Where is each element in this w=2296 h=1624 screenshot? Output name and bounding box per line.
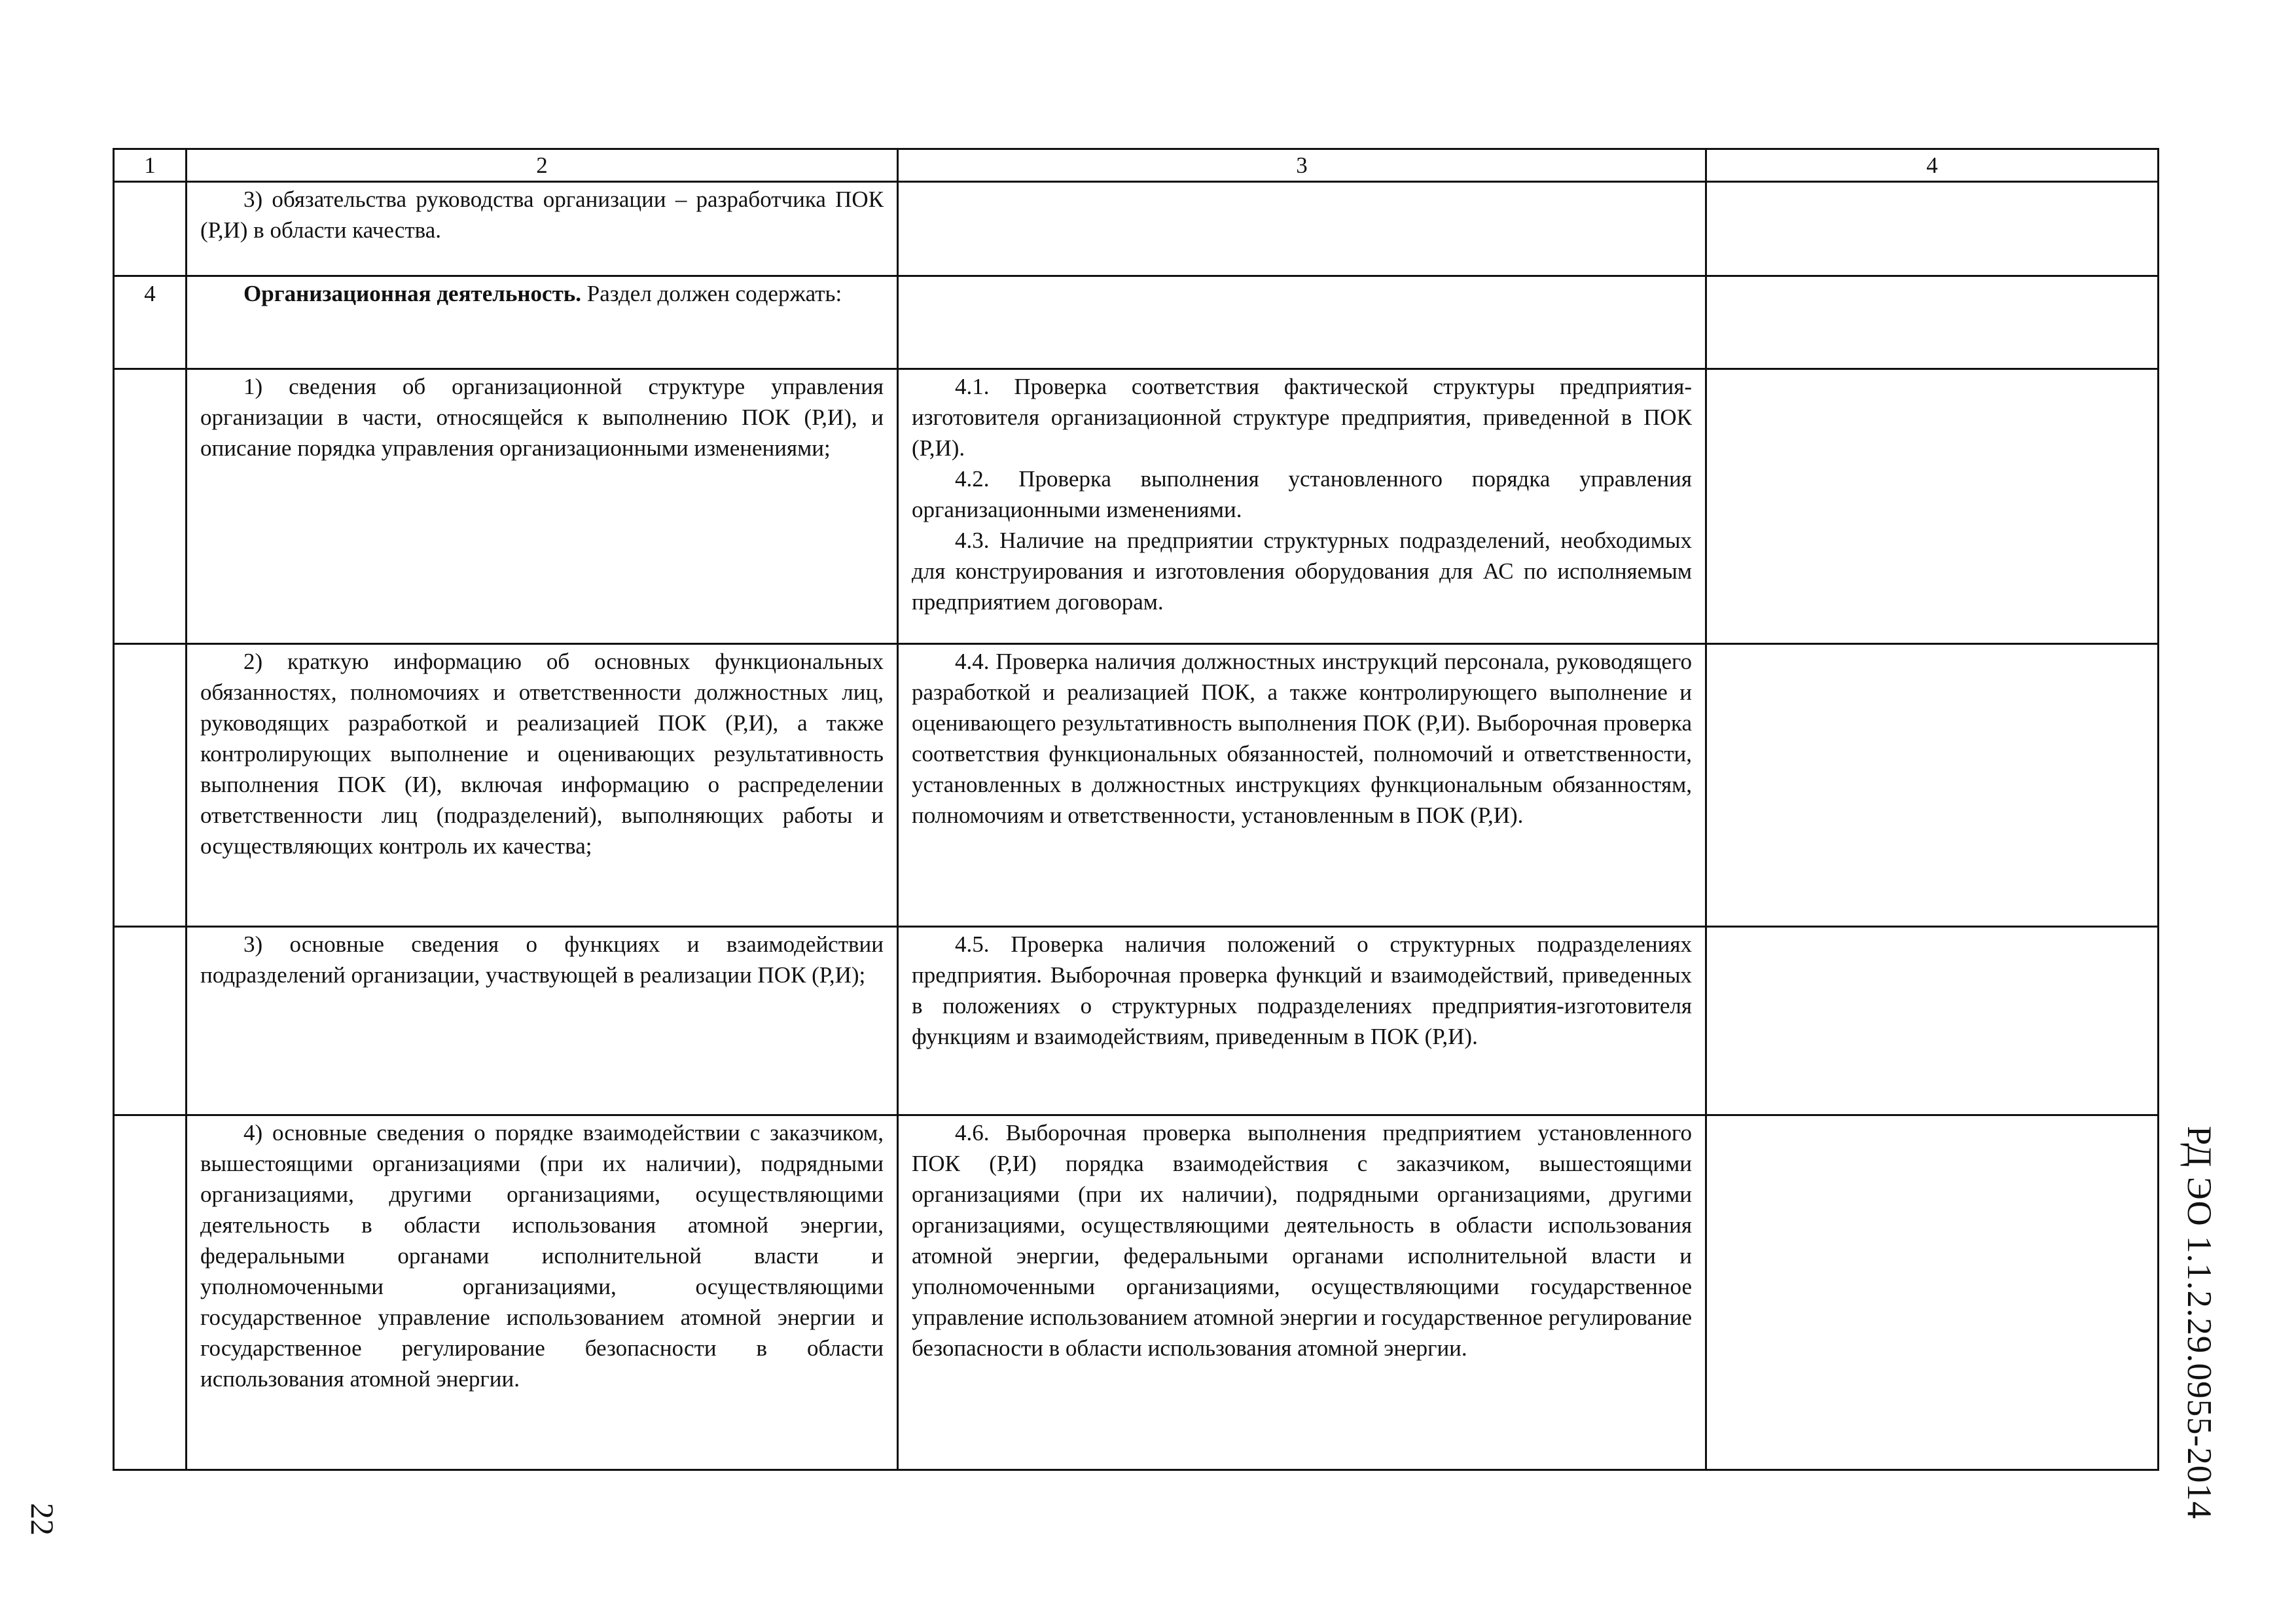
- requirement-cell: [187, 182, 898, 276]
- row-number-cell: [114, 644, 187, 927]
- check-cell: [898, 927, 1706, 1115]
- note-cell: [1706, 369, 2159, 644]
- section-number: 4: [144, 281, 156, 306]
- requirement-text: 4) основные сведения о порядке взаимодействии с заказчиком, вышестоящими организациями (при их наличии), подрядными организациями, другими организациями, осуществляющими деятельность в области использования атомной энергии, федеральными органами исполнительной власти и уполномоченными организациями, осуществляющими государственное управление использованием атомной энергии и государственное регулирование безопасности в области использования атомной энергии.: [200, 1120, 884, 1392]
- row-number-cell: [114, 927, 187, 1115]
- section-title-cell: [187, 276, 898, 369]
- requirement-cell: [187, 1115, 898, 1470]
- requirement-cell: [187, 369, 898, 644]
- section-title-bold: Организационная деятельность.: [243, 281, 582, 306]
- check-item-4-2: 4.2. Проверка выполнения установленного порядка управления организационными изменениями.: [912, 466, 1692, 522]
- check-cell: [898, 644, 1706, 927]
- section-number-cell: [114, 276, 187, 369]
- check-item-4-5: 4.5. Проверка наличия положений о структурных подразделениях предприятия. Выборочная проверка функций и взаимодействий, приведенных в положениях о структурных подразделениях предприятия-изготовителя функциям и взаимодействиям, приведенным в ПОК (Р,И).: [912, 931, 1692, 1049]
- table-row-commitments: [114, 182, 2159, 276]
- check-cell: [898, 1115, 1706, 1470]
- check-item-4-1: 4.1. Проверка соответствия фактической структуры предприятия-изготовителя организационной структуре предприятия, приведенной в ПОК (Р,И).: [912, 374, 1692, 461]
- row-number-cell: [114, 369, 187, 644]
- note-cell: [1706, 927, 2159, 1115]
- check-item-4-3: 4.3. Наличие на предприятии структурных подразделений, необходимых для конструирования и изготовления оборудования для АС по исполняемым предприятием договорам.: [912, 528, 1692, 615]
- check-cell: [898, 276, 1706, 369]
- header-cell-4: 4: [1706, 149, 2159, 182]
- requirement-text: 2) краткую информацию об основных функциональных обязанностях, полномочиях и ответственности должностных лиц, руководящих разработкой и реализацией ПОК (Р,И), а также контролирующих выполнение и оценивающих результативность выполнения ПОК (И), включая информацию о распределении ответственности лиц (подразделений), выполняющих работы и осуществляющих контроль их качества;: [200, 649, 884, 859]
- table-row-external: [114, 1115, 2159, 1470]
- requirement-cell: [187, 644, 898, 927]
- requirement-text: 3) обязательства руководства организации – разработчика ПОК (Р,И) в области качества.: [200, 187, 884, 243]
- row-number-cell: [114, 182, 187, 276]
- note-cell: [1706, 644, 2159, 927]
- table-row-duties: [114, 644, 2159, 927]
- note-cell: [1706, 1115, 2159, 1470]
- note-cell: [1706, 276, 2159, 369]
- check-cell: [898, 369, 1706, 644]
- header-cell-2: 2: [187, 149, 898, 182]
- note-cell: [1706, 182, 2159, 276]
- row-number-cell: [114, 1115, 187, 1470]
- check-cell: [898, 182, 1706, 276]
- header-cell-1: 1: [114, 149, 187, 182]
- table-row-interaction: [114, 927, 2159, 1115]
- requirement-text: 1) сведения об организационной структуре управления организации в части, относящейся к выполнению ПОК (Р,И), и описание порядка управления организационными изменениями;: [200, 374, 884, 461]
- requirement-cell: [187, 927, 898, 1115]
- section-title-rest: Раздел должен содержать:: [581, 281, 842, 306]
- requirement-text: 3) основные сведения о функциях и взаимодействии подразделений организации, участвующей в реализации ПОК (Р,И);: [200, 931, 884, 988]
- table-row-section-4: [114, 276, 2159, 369]
- table-header-row: [114, 149, 2159, 182]
- requirements-table: [113, 148, 2159, 1471]
- header-cell-3: 3: [898, 149, 1706, 182]
- check-item-4-6: 4.6. Выборочная проверка выполнения предприятием установленного ПОК (Р,И) порядка взаимодействия с заказчиком, вышестоящими организациями (при их наличии), подрядными организациями, другими организациями, осуществляющими деятельность в области использования атомной энергии, федеральными органами исполнительной власти и уполномоченными организациями, осуществляющими государственное управление использованием атомной энергии и государственное регулирование безопасности в области использования атомной энергии.: [912, 1120, 1692, 1361]
- page-number: 22: [24, 1503, 61, 1536]
- document-code: РД ЭО 1.1.2.29.0955-2014: [2180, 1126, 2218, 1520]
- table-row-org-structure: [114, 369, 2159, 644]
- check-item-4-4: 4.4. Проверка наличия должностных инструкций персонала, руководящего разработкой и реализацией ПОК, а также контролирующего выполнение и оценивающего результативность выполнения ПОК (Р,И). Выборочная проверка соответствия функциональных обязанностей, полномочий и ответственности, установленных в должностных инструкциях функциональным обязанностям, полномочиям и ответственности, установленным в ПОК (Р,И).: [912, 649, 1692, 828]
